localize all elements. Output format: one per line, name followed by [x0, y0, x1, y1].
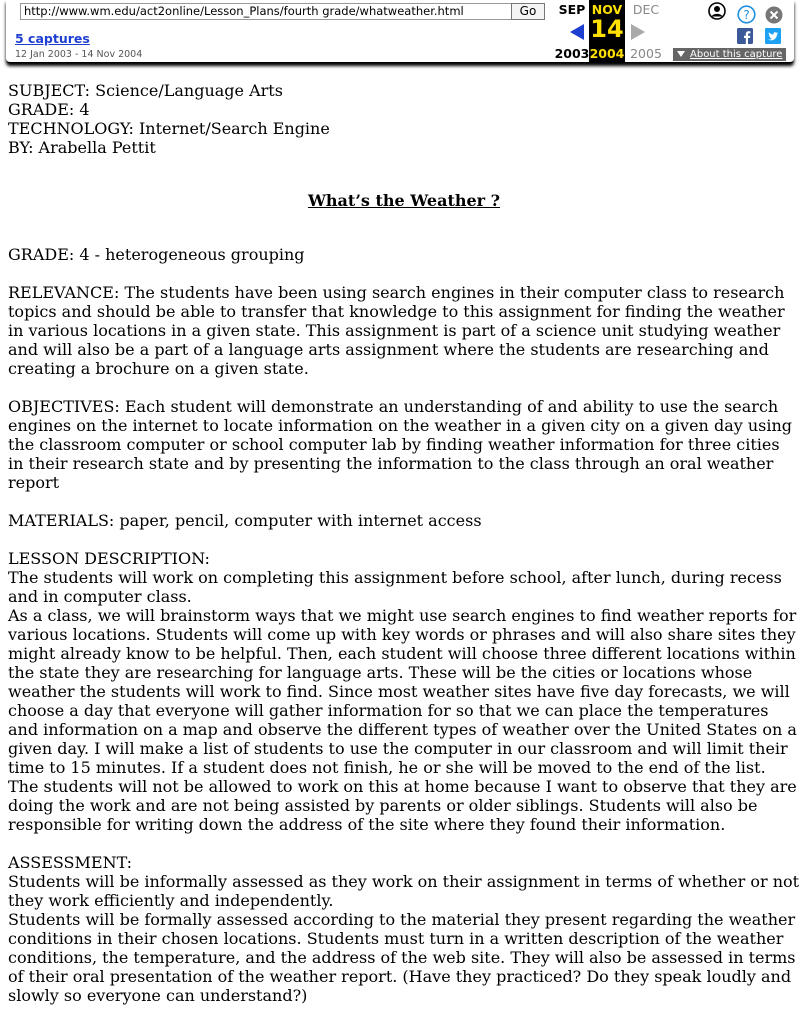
wayback-toolbar: [6, 0, 794, 63]
next-year-label: 2005: [630, 46, 662, 61]
prev-month-link[interactable]: SEP: [558, 2, 586, 17]
current-month: NOV: [591, 2, 623, 17]
author-line: BY: Arabella Pettit: [8, 138, 156, 157]
help-icon[interactable]: [737, 5, 756, 24]
lesson-plan-content: [8, 81, 800, 1005]
lesson-paragraph-2: As a class, we will brainstorm ways that we might use search engines to find weather reports for various locations. Students will come up with key words or phrases and will also share sites they might already know to be helpful. Then, each student will choose three different locations within the state they are researching for language arts. These will be the cities or locations whose weather the students will work to find. Since most weather sites have five day forecasts, we will choose a day that everyone will gather information for so that we can place the temperatures and information on a map and observe the different types of weather over the United States on a given day. I will make a list of students to use the computer in our classroom and will limit their time to 15 minutes. If a student does not finish, he or she will be moved to the end of the list. The students will not be allowed to work on this at home because I want to observe that they are doing the work and are not being assisted by parents or older siblings. Students will also be responsible for writing down the address of the site where they found their information.: [8, 606, 797, 834]
grade-grouping: GRADE: 4 - heterogeneous grouping: [8, 245, 305, 264]
current-capture: [589, 0, 625, 62]
prev-capture-arrow-icon[interactable]: [570, 24, 584, 40]
triangle-down-icon: [677, 51, 685, 57]
assessment-paragraph-2: Students will be formally assessed according to the material they present regarding the weather conditions in their chosen locations. Students must turn in a written description of the weather conditions, the temperature, and the address of the web site. They will also be assessed in terms of their oral presentation of the weather report. (Have they practiced? Do they speak loudly and slowly so everyone can understand?): [8, 910, 796, 1005]
captures-link[interactable]: 5 captures: [15, 31, 90, 46]
technology-line: TECHNOLOGY: Internet/Search Engine: [8, 119, 330, 138]
url-input[interactable]: [20, 3, 512, 20]
twitter-share-icon[interactable]: [765, 28, 781, 44]
grade-line: GRADE: 4: [8, 100, 90, 119]
relevance-paragraph: RELEVANCE: The students have been using search engines in their computer class to research topics and should be able to transfer that knowledge to this assignment for finding the weather in various locations in a given state. This assignment is part of a science unit studying weather and will also be a part of a language arts assignment where the students are researching and creating a brochure on a given state.: [8, 283, 785, 378]
current-day: 14: [590, 15, 624, 43]
about-capture-label: About this capture: [690, 49, 783, 60]
next-month-label: DEC: [632, 2, 660, 17]
assessment-heading: ASSESSMENT:: [8, 853, 133, 872]
next-capture-arrow-icon: [631, 24, 645, 40]
lesson-paragraph-1: The students will work on completing this assignment before school, after lunch, during recess and in computer class.: [8, 568, 782, 606]
about-capture-button[interactable]: [673, 48, 786, 61]
facebook-share-icon[interactable]: [737, 28, 753, 44]
close-icon[interactable]: [765, 6, 783, 24]
svg-text:?: ?: [743, 8, 750, 22]
lesson-heading: LESSON DESCRIPTION:: [8, 549, 210, 568]
go-button[interactable]: Go: [511, 3, 545, 20]
objectives-paragraph: OBJECTIVES: Each student will demonstrate an understanding of and ability to use the search engines on the internet to locate information on the weather in a given city on a given day using the classroom computer or school computer lab by finding weather information for three cities in their research state and by presenting the information to the class through an oral weather report: [8, 397, 793, 492]
materials-line: MATERIALS: paper, pencil, computer with internet access: [8, 511, 482, 530]
subject-line: SUBJECT: Science/Language Arts: [8, 81, 283, 100]
prev-year-link[interactable]: 2003: [554, 46, 590, 61]
current-year: 2004: [589, 46, 625, 61]
user-account-icon[interactable]: [708, 2, 726, 20]
capture-date-range: 12 Jan 2003 - 14 Nov 2004: [15, 49, 143, 60]
assessment-paragraph-1: Students will be informally assessed as they work on their assignment in terms of whether or not they work efficiently and independently.: [8, 872, 800, 910]
page-title: What’s the Weather ?: [307, 191, 501, 210]
